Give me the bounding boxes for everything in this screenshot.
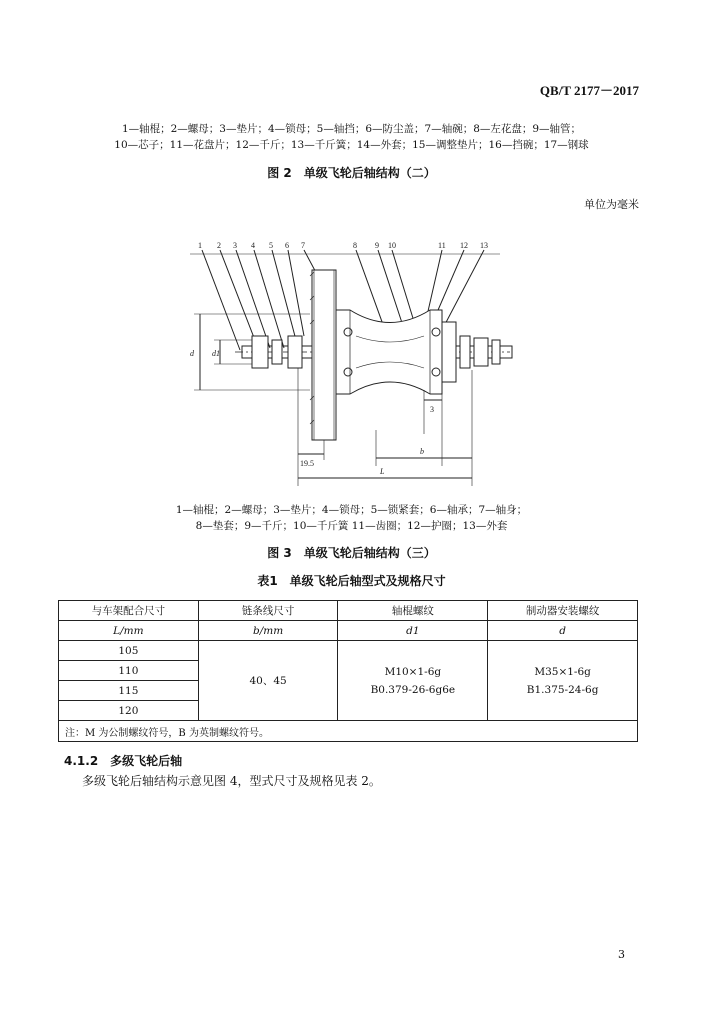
table1-title: 表1 单级飞轮后轴型式及规格尺寸 <box>257 574 446 588</box>
fig2-legend-line2: 10—芯子；11—花盘片；12—千斤；13—千斤簧；14—外套；15—调整垫片；16—挡碗；17—钢球 <box>114 139 589 151</box>
table-row <box>59 641 638 661</box>
header-L-name: 与车架配合尺寸 <box>59 601 199 621</box>
callout-8: 8 <box>353 241 357 250</box>
header-d-symbol: d <box>488 621 638 641</box>
d1-value-imperial: B0.379-26-6g6e <box>370 683 456 696</box>
fig3-legend-line1: 1—轴棍；2—螺母；3—垫片；4—锁母；5—锁紧套；6—轴承；7—轴身； <box>175 504 528 516</box>
callout-12: 12 <box>460 241 468 250</box>
callout-10: 10 <box>388 241 396 250</box>
dim-L: L <box>380 467 385 476</box>
table-symbol-row <box>59 621 638 641</box>
callout-3: 3 <box>233 241 237 250</box>
dim-3: 3 <box>430 405 434 414</box>
callout-13: 13 <box>480 241 488 250</box>
callout-4: 4 <box>251 241 255 250</box>
L-value-115: 115 <box>59 681 199 701</box>
dim-b: b <box>420 447 424 456</box>
header-d-name: 制动器安装螺纹 <box>488 601 638 621</box>
unit-note: 单位为毫米 <box>584 198 639 211</box>
header-d1-symbol: d1 <box>338 621 488 641</box>
fig2-legend-line1: 1—轴棍；2—螺母；3—垫片；4—锁母；5—轴挡；6—防尘盖；7—轴碗；8—左花盘；9—轴管； <box>121 123 582 135</box>
header-L-symbol: L/mm <box>59 621 199 641</box>
table1 <box>58 600 638 742</box>
L-value-105: 105 <box>59 641 199 661</box>
fig2-caption: 图 2 单级飞轮后轴结构（二） <box>267 166 436 180</box>
page-number: 3 <box>618 948 625 961</box>
d-value-metric: M35×1-6g <box>534 665 591 678</box>
callout-5: 5 <box>269 241 273 250</box>
L-value-120: 120 <box>59 701 199 721</box>
standard-code: QB/T 2177－2017 <box>539 83 639 98</box>
table-note-row <box>59 721 638 742</box>
callout-6: 6 <box>285 241 289 250</box>
fig3-legend <box>60 502 643 534</box>
callout-1: 1 <box>198 241 202 250</box>
section-paragraph: 多级飞轮后轴结构示意见图 4，型式尺寸及规格见表 2。 <box>82 774 381 788</box>
fig3-caption: 图 3 单级飞轮后轴结构（三） <box>267 546 436 560</box>
table-header-row <box>59 601 638 621</box>
d1-values <box>338 641 488 721</box>
fig2-legend <box>60 121 643 153</box>
fig3-legend-line2: 8—垫套；9—千斤；10—千斤簧 11—齿圈；12—护圈；13—外套 <box>195 520 508 532</box>
L-value-110: 110 <box>59 661 199 681</box>
section-heading: 4.1.2 多级飞轮后轴 <box>64 754 183 768</box>
header-b-name: 链条线尺寸 <box>198 601 338 621</box>
d-value-imperial: B1.375-24-6g <box>526 683 599 696</box>
header-b-symbol: b/mm <box>198 621 338 641</box>
d-values <box>488 641 638 721</box>
callout-9: 9 <box>375 241 379 250</box>
d1-value-metric: M10×1-6g <box>384 665 442 678</box>
callout-2: 2 <box>217 241 221 250</box>
dim-d1: d1 <box>212 349 220 358</box>
b-value: 40、45 <box>198 641 338 721</box>
dim-d: d <box>190 349 194 358</box>
callout-11: 11 <box>438 241 446 250</box>
fig3-drawing <box>180 240 520 494</box>
fig3-svg <box>180 240 520 490</box>
header-d1-name: 轴棍螺纹 <box>338 601 488 621</box>
dim-19-5: 19.5 <box>300 459 314 468</box>
callout-7: 7 <box>301 241 305 250</box>
table-note: 注：M 为公制螺纹符号，B 为英制螺纹符号。 <box>59 721 638 742</box>
